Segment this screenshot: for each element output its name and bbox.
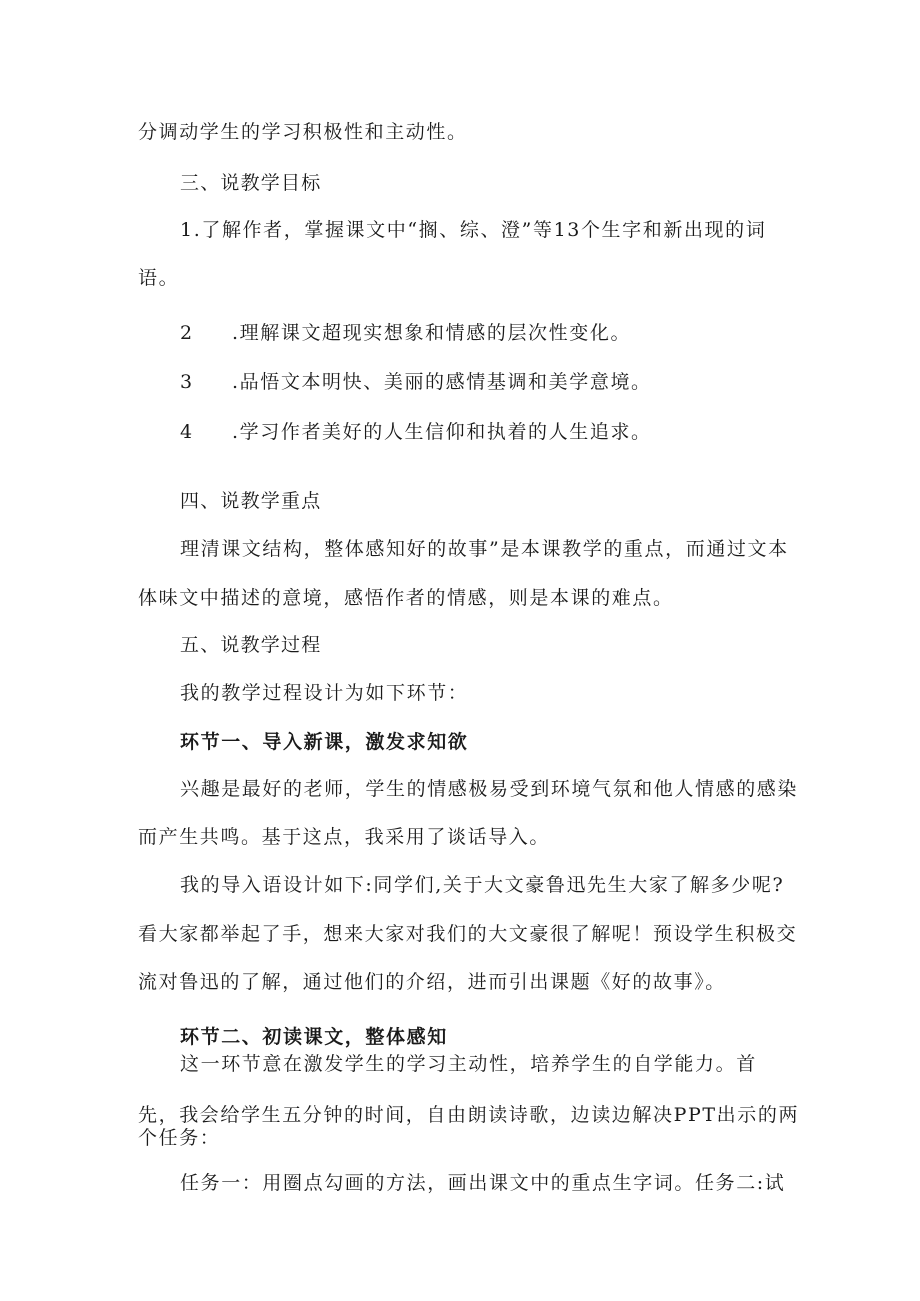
section-heading-key-points: 四、说教学重点 bbox=[180, 490, 322, 512]
paragraph-line: 先，我会给学生五分钟的时间，自由朗读诗歌，边读边解决PPT出示的两 bbox=[138, 1104, 800, 1126]
paragraph-line: 兴趣是最好的老师，学生的情感极易受到环境气氛和他人情感的感染 bbox=[180, 778, 799, 800]
paragraph-line: 个任务： bbox=[138, 1127, 221, 1149]
paragraph-line: 流对鲁迅的了解，通过他们的介绍，进而引出课题《好的故事》。 bbox=[138, 971, 726, 993]
objective-number: 2 bbox=[180, 322, 194, 344]
paragraph-line: 我的导入语设计如下:同学们,关于大文豪鲁迅先生大家了解多少呢? bbox=[180, 874, 785, 896]
objective-text: .学习作者美好的人生信仰和执着的人生追求。 bbox=[232, 421, 652, 443]
step-heading-1: 环节一、导入新课，激发求知欲 bbox=[180, 731, 469, 753]
objective-2 bbox=[180, 321, 631, 345]
paragraph-line: 看大家都举起了手，想来大家对我们的大文豪很了解呢！预设学生积极交 bbox=[138, 923, 798, 945]
paragraph-line: 分调动学生的学习积极性和主动性。 bbox=[138, 121, 468, 143]
paragraph-line: 而产生共鸣。基于这点，我采用了谈话导入。 bbox=[138, 826, 551, 848]
objective-text: .了解作者，掌握课文中“搁、综、澄”等13个生字和新出现的词 bbox=[193, 219, 767, 241]
step-heading-2: 环节二、初读课文，整体感知 bbox=[180, 1026, 448, 1048]
objective-number: 1 bbox=[180, 219, 194, 241]
paragraph-line: 理清课文结构，整体感知好的故事”是本课教学的重点，而通过文本 bbox=[180, 538, 789, 560]
objective-3 bbox=[180, 370, 652, 394]
objective-text: .理解课文超现实想象和情感的层次性变化。 bbox=[232, 322, 632, 344]
paragraph-line: 我的教学过程设计为如下环节： bbox=[180, 682, 469, 704]
section-heading-process: 五、说教学过程 bbox=[180, 634, 322, 656]
objective-1 bbox=[180, 218, 766, 242]
objective-4 bbox=[180, 420, 652, 444]
section-heading-objectives: 三、说教学目标 bbox=[180, 172, 322, 194]
objective-number: 4 bbox=[180, 421, 194, 443]
paragraph-line: 体味文中描述的意境，感悟作者的情感，则是本课的难点。 bbox=[138, 587, 674, 609]
objective-number: 3 bbox=[180, 371, 194, 393]
objective-1-continuation: 语。 bbox=[138, 267, 180, 289]
paragraph-line: 这一环节意在激发学生的学习主动性，培养学生的自学能力。首 bbox=[180, 1053, 757, 1075]
paragraph-line: 任务一：用圈点勾画的方法，画出课文中的重点生字词。任务二:试 bbox=[180, 1172, 786, 1194]
objective-text: .品悟文本明快、美丽的感情基调和美学意境。 bbox=[232, 371, 652, 393]
